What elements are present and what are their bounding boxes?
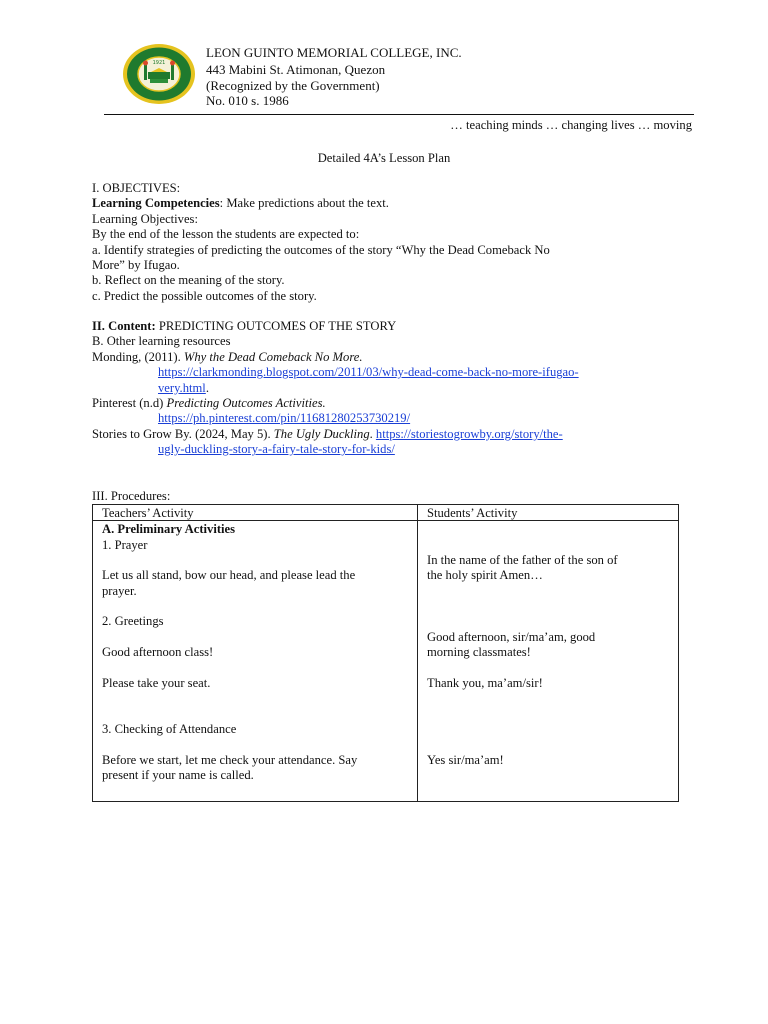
preliminary-activities-heading: A. Preliminary Activities (102, 522, 236, 536)
seat-text: Please take your seat. (102, 676, 211, 690)
ref3-title: The Ugly Duckling (273, 426, 370, 441)
prayer-response-line2: the holy spirit Amen… (427, 568, 543, 582)
prayer-text-line2: prayer. (102, 584, 137, 598)
objectives-heading: I. OBJECTIVES: (92, 181, 181, 195)
objective-a-line1: a. Identify strategies of predicting the outcomes of the story “Why the Dead Comeback No (92, 242, 550, 257)
competency-label: Learning Competencies (92, 196, 220, 211)
reference-3 (92, 427, 692, 442)
attendance-response: Yes sir/ma’am! (427, 753, 504, 767)
ref1-link[interactable]: https://clarkmonding.blogspot.com/2011/03/why-dead-come-back-no-more-ifugao- (158, 365, 579, 380)
college-motto: … teaching minds … changing lives … moving (450, 118, 692, 132)
ref1-link-cont[interactable]: very.html (158, 380, 206, 395)
college-name: LEON GUINTO MEMORIAL COLLEGE, INC. (206, 45, 462, 60)
ref3-link-cont[interactable]: ugly-duckling-story-a-fairy-tale-story-for-kids/ (158, 442, 395, 457)
teacher-activity-cell (93, 521, 418, 802)
ref3-url-line2 (92, 442, 692, 457)
ref2-title: Predicting Outcomes Activities. (166, 396, 326, 411)
ref1-author: Monding, (2011). (92, 349, 184, 364)
greeting-response-line1: Good afternoon, sir/ma’am, good (427, 630, 596, 644)
college-recognition: (Recognized by the Government) (206, 78, 380, 93)
table-row (93, 521, 679, 802)
objective-b: b. Reflect on the meaning of the story. (92, 273, 285, 288)
ref1-end: . (205, 380, 209, 395)
reference-1 (92, 350, 692, 365)
greeting-text: Good afternoon class! (102, 645, 214, 659)
table-header-row (93, 505, 679, 521)
ref3-author: Stories to Grow By. (2024, May 5). (92, 426, 274, 441)
seat-response: Thank you, ma’am/sir! (427, 676, 543, 690)
logo-year: 1921 (152, 60, 166, 66)
teacher-column-header: Teachers’ Activity (93, 505, 418, 521)
learning-objectives-heading: Learning Objectives: (92, 211, 198, 226)
objectives-section (92, 181, 692, 304)
ref2-author: Pinterest (n.d) (92, 396, 167, 411)
college-seal-logo (121, 42, 197, 106)
ref2-url-line (92, 411, 692, 426)
competency-text: : Make predictions about the text. (219, 196, 389, 211)
student-activity-cell (418, 521, 679, 802)
ref3-link[interactable]: https://storiestogrowby.org/story/the- (375, 426, 563, 441)
page-title: Detailed 4A’s Lesson Plan (317, 151, 451, 165)
ref3-sep: . (369, 426, 376, 441)
objective-a-line2: More” by Ifugao. (92, 258, 180, 273)
ref1-url-line1 (92, 365, 692, 380)
content-heading (92, 319, 692, 334)
college-number: No. 010 s. 1986 (206, 93, 289, 108)
prayer-label: 1. Prayer (102, 538, 148, 552)
learning-competencies (92, 196, 692, 211)
ref2-link[interactable]: https://ph.pinterest.com/pin/11681280253730219/ (158, 411, 411, 426)
procedures-heading: III. Procedures: (92, 489, 171, 503)
prayer-text-line1: Let us all stand, bow our head, and please lead the (102, 568, 356, 582)
ref1-url-line2 (92, 381, 692, 396)
attendance-label: 3. Checking of Attendance (102, 722, 237, 736)
reference-2 (92, 396, 692, 411)
objectives-intro: By the end of the lesson the students are expected to: (92, 227, 360, 242)
content-heading-topic: PREDICTING OUTCOMES OF THE STORY (155, 319, 397, 333)
prayer-response-line1: In the name of the father of the son of (427, 553, 618, 567)
header-divider (104, 114, 694, 115)
content-section (92, 319, 692, 458)
ref1-title: Why the Dead Comeback No More. (183, 349, 363, 364)
procedures-table (92, 504, 679, 802)
student-column-header: Students’ Activity (418, 505, 679, 521)
greeting-response-line2: morning classmates! (427, 645, 531, 659)
college-address: 443 Mabini St. Atimonan, Quezon (206, 62, 386, 77)
objective-c: c. Predict the possible outcomes of the story. (92, 288, 317, 303)
greetings-label: 2. Greetings (102, 614, 164, 628)
other-resources-label: B. Other learning resources (92, 334, 231, 349)
attendance-text-line2: present if your name is called. (102, 768, 254, 782)
attendance-text-line1: Before we start, let me check your attendance. Say (102, 753, 358, 767)
content-heading-label: II. Content: (92, 319, 156, 333)
